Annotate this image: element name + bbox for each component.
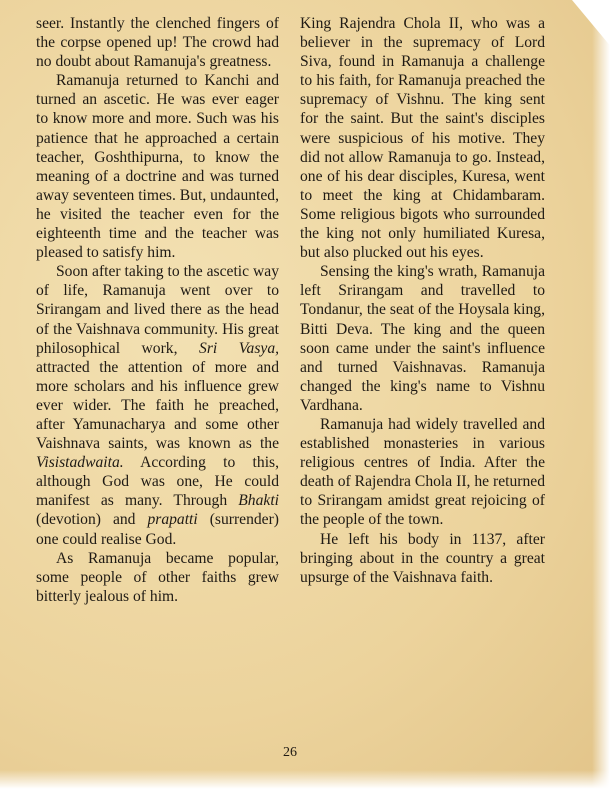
right-column — [300, 14, 545, 587]
torn-corner — [572, 0, 612, 48]
right-paragraph-3: Ramanuja had widely travelled and established monasteries in various religious centres of India. After the death of Rajendra Chola II, he returned to Srirangam amidst great rejoicing of the people of the town. — [300, 415, 545, 529]
page-number: 26 — [283, 745, 297, 760]
right-paragraph-1: King Rajendra Chola II, who was a believer in the supremacy of Lord Siva, found in Ramanuja a challenge to his faith, for Ramanuja preached the supremacy of Vishnu. The king sent for the saint. But the saint's disciples were suspicious of his motive. They did not allow Ramanuja to go. Instead, one of his dear disciples, Kuresa, went to meet the king at Chidambaram. Some religious bigots who surrounded the king not only humiliated Kuresa, but also plucked out his eyes. — [300, 15, 545, 262]
left-paragraph-3-text-b: attracted the attention of more and more scholars and his influence grew ever wider. The faith he preached, after Yamunacharya and some other Vaishnava saints, was known as the — [36, 358, 279, 453]
left-paragraph-3-text-d: (devotion) and — [36, 511, 148, 529]
left-column — [36, 14, 279, 606]
term-bhakti: Bhakti — [238, 492, 279, 510]
right-paragraph-4: He left his body in 1137, after bringing about in the country a great upsurge of the Vaishnava faith. — [300, 530, 545, 586]
left-paragraph-4: As Ramanuja became popular, some people of other faiths grew bitterly jealous of him. — [36, 549, 279, 605]
page-edge-right — [592, 0, 612, 792]
term-visistadwaita: Visistadwaita. — [36, 454, 124, 472]
left-paragraph-3 — [36, 262, 279, 548]
term-prapatti: prapatti — [147, 511, 198, 529]
left-paragraph-2: Ramanuja returned to Kanchi and turned an ascetic. He was ever eager to know more and more. Such was his patience that he approached a certain teacher, Goshthipurna, to know the meaning of a doctrine and was turned away seventeen times. But, undaunted, he visited the teacher even for the eighteenth time and the teacher was pleased to satisfy him. — [36, 72, 279, 262]
left-paragraph-3-text-e: (surrender) one could realise God. — [36, 511, 279, 548]
work-title-sri-vasya: Sri Vasya, — [199, 339, 280, 357]
page-edge-bottom — [0, 770, 612, 792]
left-paragraph-1: seer. Instantly the clenched fingers of the corpse opened up! The crowd had no doubt about Ramanuja's greatness. — [36, 15, 279, 71]
left-paragraph-3-text-c: According to this, although God was one, He could manifest as many. Through — [36, 454, 279, 510]
right-paragraph-2: Sensing the king's wrath, Ramanuja left Srirangam and travelled to Tondanur, the seat of the Hoysala king, Bitti Deva. The king and the queen soon came under the saint's influence and turned Vaishnavas. Ramanuja changed the king's name to Vishnu Vardhana. — [300, 263, 545, 414]
left-paragraph-3-text-a: Soon after taking to the ascetic way of life, Ramanuja went over to Srirangam and lived there as the head of the Vaishnava community. His great philosophical work, — [36, 263, 279, 357]
